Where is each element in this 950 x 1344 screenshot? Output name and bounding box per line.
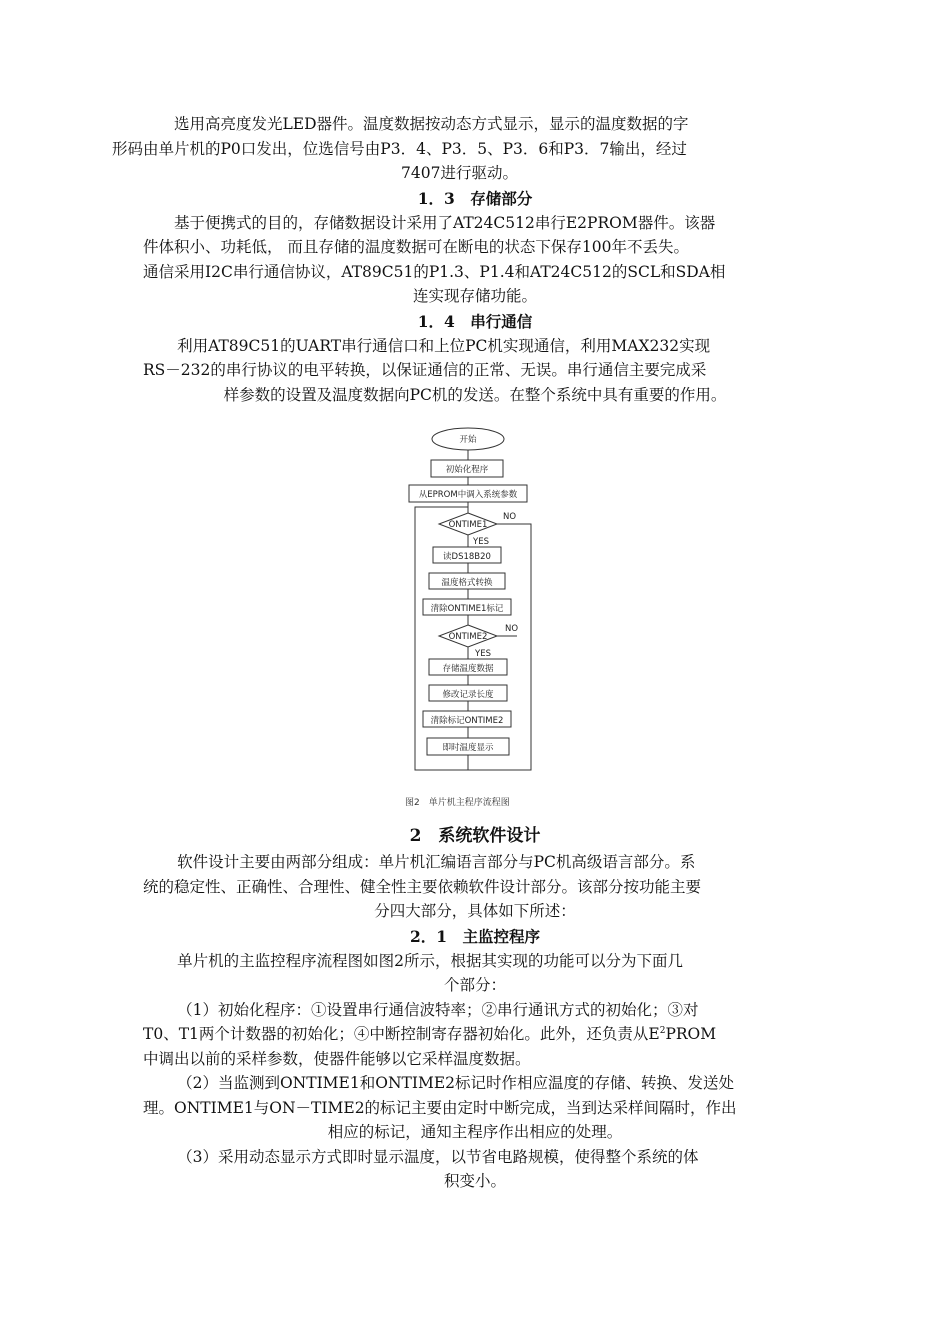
- paragraph-display: 选用高亮度发光LED器件。温度数据按动态方式显示，显示的温度数据的字 形码由单片机的P0口发出，位选信号由P3．4、P3．5、P3．6和P3．7输出，经过 7407进行驱动。: [112, 115, 689, 182]
- flow-init-label: 初始化程序: [445, 465, 489, 475]
- flow-decision-2-label: ONTIME2: [448, 632, 488, 642]
- flow-yes-label-1: YES: [473, 537, 489, 547]
- paragraph-software: 软件设计主要由两部分组成：单片机汇编语言部分与PC机高级语言部分。系 统的稳定性、正确性、合理性、健全性主要依赖软件设计部分。该部分按功能主要 分四大部分，具体如下所述：: [143, 853, 702, 920]
- flow-clear1-label: 清除ONTIME1标记: [430, 604, 504, 614]
- flow-clear2-label: 清除标记ONTIME2: [430, 716, 504, 726]
- page-body: [112, 112, 807, 1194]
- section-heading-2: 2 系统软件设计: [409, 826, 541, 846]
- flow-decision-1-label: ONTIME1: [448, 520, 488, 530]
- section-heading-1-4: 1．4 串行通信: [417, 311, 533, 331]
- flow-display-label: 即时温度显示: [442, 743, 494, 753]
- paragraph-storage: 基于便携式的目的，存储数据设计采用了AT24C512串行E2PROM器件。该器 件体积小、功耗低， 而且存储的温度数据可在断电的状态下保存100年不丢失。 通信采用I2C串行通信协议，AT89C51的P1.3、P1.4和AT24C512的SCL和SDA相 连实现存储功能。: [143, 213, 726, 305]
- flow-no-label-1: NO: [503, 512, 517, 522]
- list-item-1: （1）初始化程序：①设置串行通信波特率；②串行通讯方式的初始化；③对 T0、T1两个计数器的初始化；④中断控制寄存器初始化。此外，还负责从$E^2PROM$ 中调出以前的采样参数，使器件能够以它采样温度数据。: [143, 1000, 717, 1068]
- flow-read-label: 读DS18B20: [443, 552, 491, 562]
- figure-caption: 图2 单片机主程序流程图: [405, 798, 510, 808]
- flow-store-label: 存储温度数据: [442, 664, 494, 674]
- flow-load-label: 从EPROM中调入系统参数: [418, 490, 518, 500]
- list-item-3: （3）采用动态显示方式即时显示温度，以节省电路规模，使得整个系统的体 积变小。: [177, 1147, 699, 1190]
- flow-modify-label: 修改记录长度: [442, 690, 494, 700]
- section-heading-1-3: 1．3 存储部分: [417, 188, 533, 208]
- list-item-2: （2）当监测到ONTIME1和ONTIME2标记时作相应温度的存储、转换、发送处 理。ONTIME1与ON－TIME2的标记主要由定时中断完成，当到达采样间隔时，作出 相应的标记，通知主程序作出相应的处理。: [143, 1074, 737, 1141]
- flow-convert-label: 温度格式转换: [441, 578, 493, 588]
- flowchart-diagram: [405, 425, 535, 785]
- section-heading-2-1: 2．1 主监控程序: [409, 926, 541, 946]
- paragraph-monitor: 单片机的主监控程序流程图如图2所示，根据其实现的功能可以分为下面几 个部分：: [177, 951, 683, 994]
- flow-no-label-2: NO: [505, 624, 519, 634]
- paragraph-serial: 利用AT89C51的UART串行通信口和上位PC机实现通信，利用MAX232实现 RS－232的串行协议的电平转换，以保证通信的正常、无误。串行通信主要完成采 样参数的设置及温度数据向PC机的发送。在整个系统中具有重要的作用。: [143, 336, 727, 404]
- flow-start-label: 开始: [459, 435, 477, 445]
- flow-yes-label-2: YES: [475, 649, 491, 659]
- flowchart-figure: [143, 425, 807, 823]
